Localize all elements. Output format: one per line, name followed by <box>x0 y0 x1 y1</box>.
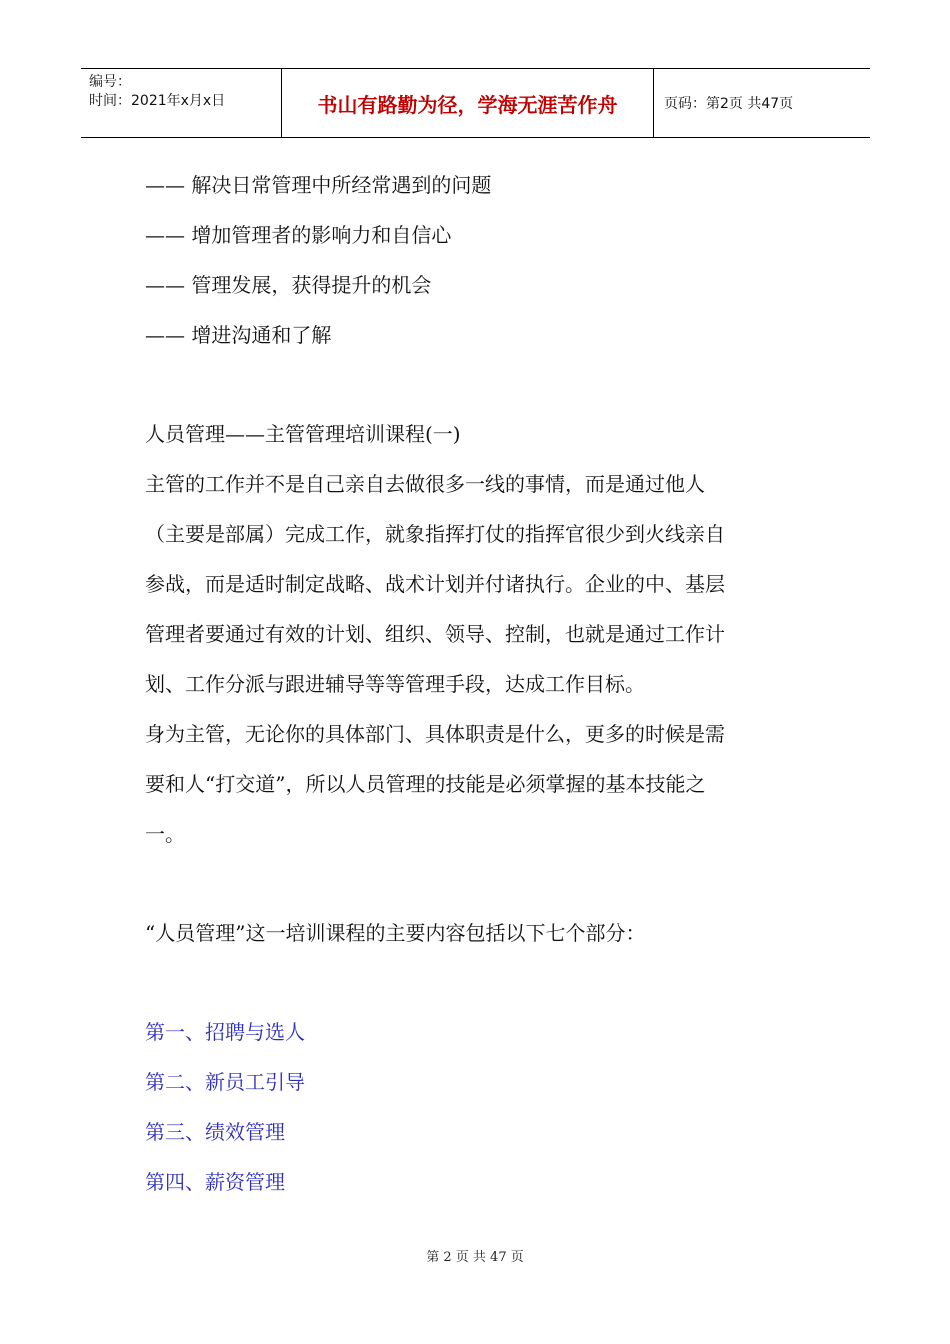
bullet-item: —— 增加管理者的影响力和自信心 <box>145 223 452 247</box>
intro-line: “人员管理”这一培训课程的主要内容包括以下七个部分： <box>145 921 646 945</box>
page-header <box>81 68 870 138</box>
paragraph-line: 身为主管，无论你的具体部门、具体职责是什么，更多的时候是需 <box>145 722 725 746</box>
part-item: 第二、新员工引导 <box>145 1070 305 1094</box>
paragraph-line: 主管的工作并不是自己亲自去做很多一线的事情，而是通过他人 <box>145 472 705 496</box>
paragraph-line: （主要是部属）完成工作，就象指挥打仗的指挥官很少到火线亲自 <box>145 522 725 546</box>
page-footer: 第 2 页 共 47 页 <box>426 1250 524 1265</box>
spacer <box>145 859 815 908</box>
section-title: 人员管理——主管管理培训课程(一) <box>145 422 461 446</box>
header-page-number: 页码：第2页 共47页 <box>664 96 794 112</box>
paragraph-line: 管理者要通过有效的计划、组织、领导、控制，也就是通过工作计 <box>145 622 725 646</box>
header-info <box>81 69 282 137</box>
paragraph-line: 一。 <box>145 822 185 846</box>
part-item: 第三、绩效管理 <box>145 1120 285 1144</box>
paragraph-line: 要和人“打交道”，所以人员管理的技能是必须掌握的基本技能之 <box>145 772 706 796</box>
code-label: 编号： <box>89 74 131 90</box>
part-item: 第一、招聘与选人 <box>145 1020 305 1044</box>
bullet-item: —— 管理发展，获得提升的机会 <box>145 273 432 297</box>
bullet-item: —— 增进沟通和了解 <box>145 323 332 347</box>
bullet-item: —— 解决日常管理中所经常遇到的问题 <box>145 173 492 197</box>
document-body <box>145 160 815 1207</box>
spacer <box>145 958 815 1007</box>
paragraph-line: 参战，而是适时制定战略、战术计划并付诸执行。企业的中、基层 <box>145 572 725 596</box>
time-label: 时间：2021年x月x日 <box>89 93 226 109</box>
part-item: 第四、薪资管理 <box>145 1170 285 1194</box>
spacer <box>145 360 815 409</box>
paragraph-line: 划、工作分派与跟进辅导等等管理手段，达成工作目标。 <box>145 672 645 696</box>
header-motto: 书山有路勤为径，学海无涯苦作舟 <box>282 69 654 137</box>
